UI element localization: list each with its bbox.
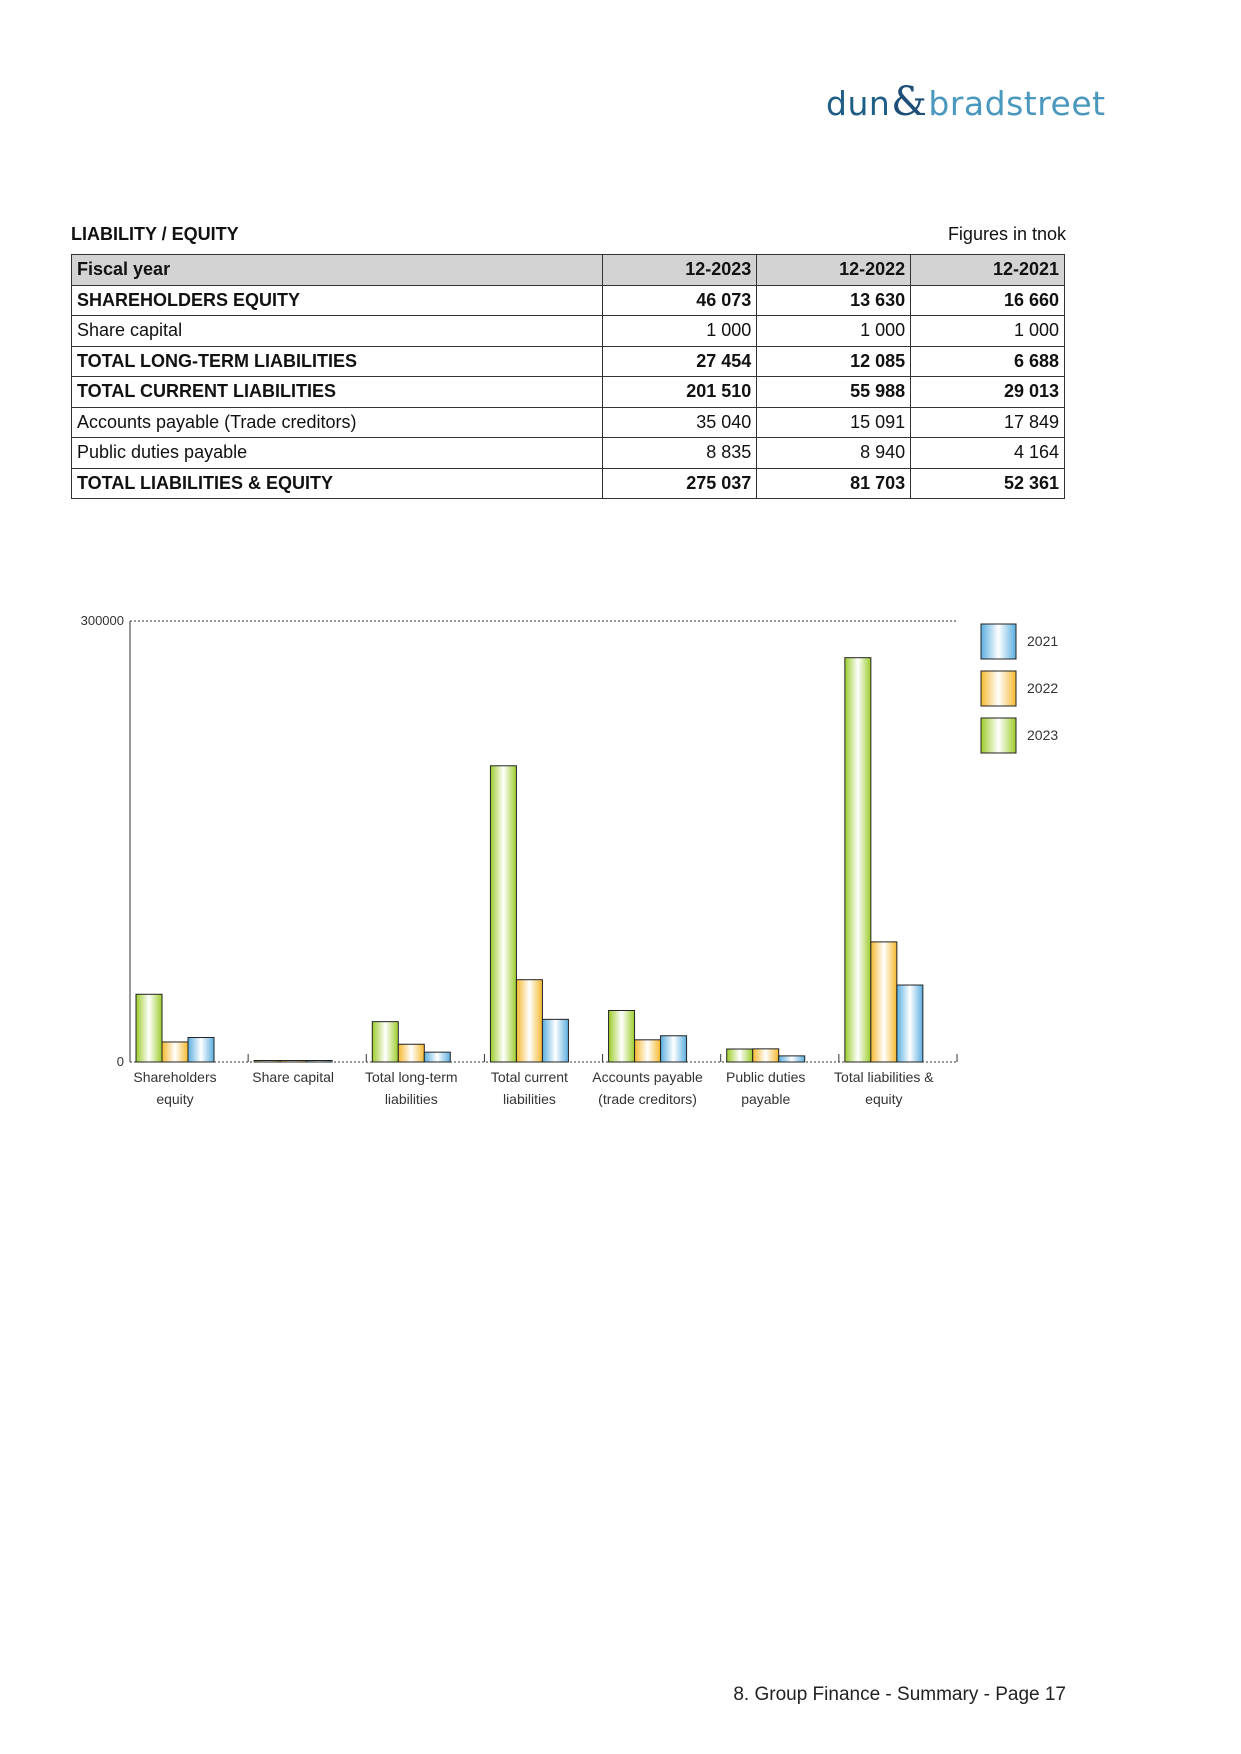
bar-2022 bbox=[162, 1042, 188, 1062]
row-value: 1 000 bbox=[757, 316, 911, 347]
row-label: Share capital bbox=[72, 316, 603, 347]
row-value: 1 000 bbox=[603, 316, 757, 347]
bar-2023 bbox=[727, 1049, 753, 1062]
x-category-label: liabilities bbox=[384, 1091, 438, 1107]
row-value: 275 037 bbox=[603, 468, 757, 499]
row-value: 15 091 bbox=[757, 407, 911, 438]
table-row bbox=[72, 316, 1065, 347]
table-row bbox=[72, 285, 1065, 316]
row-label: Accounts payable (Trade creditors) bbox=[72, 407, 603, 438]
x-category-label: Share capital bbox=[252, 1069, 335, 1085]
bar-2021 bbox=[897, 985, 923, 1062]
bar-2022 bbox=[753, 1049, 779, 1062]
legend-swatch-2023 bbox=[981, 718, 1016, 753]
legend-label: 2022 bbox=[1027, 680, 1059, 696]
y-tick-label: 0 bbox=[116, 1054, 124, 1069]
header-cell: 12-2021 bbox=[911, 255, 1065, 286]
row-value: 6 688 bbox=[911, 346, 1065, 377]
table-row bbox=[72, 377, 1065, 408]
row-value: 8 835 bbox=[603, 438, 757, 469]
header-cell: Fiscal year bbox=[72, 255, 603, 286]
logo-ampersand: & bbox=[891, 79, 928, 125]
bar-2023 bbox=[609, 1010, 635, 1062]
row-value: 16 660 bbox=[911, 285, 1065, 316]
x-category-label: Accounts payable bbox=[592, 1069, 703, 1085]
figures-unit-note: Figures in tnok bbox=[947, 224, 1066, 244]
bar-2023 bbox=[845, 658, 871, 1062]
row-label: SHAREHOLDERS EQUITY bbox=[72, 285, 603, 316]
row-label: TOTAL LIABILITIES & EQUITY bbox=[72, 468, 603, 499]
row-value: 12 085 bbox=[757, 346, 911, 377]
row-label: TOTAL LONG-TERM LIABILITIES bbox=[72, 346, 603, 377]
logo-text-bradstreet: bradstreet bbox=[928, 84, 1106, 123]
table-row bbox=[72, 438, 1065, 469]
bar-2021 bbox=[306, 1061, 332, 1063]
x-category-label: liabilities bbox=[502, 1091, 556, 1107]
bar-2021 bbox=[424, 1052, 450, 1062]
row-value: 13 630 bbox=[757, 285, 911, 316]
bar-2022 bbox=[280, 1061, 306, 1063]
row-value: 81 703 bbox=[757, 468, 911, 499]
row-value: 46 073 bbox=[603, 285, 757, 316]
header-cell: 12-2023 bbox=[603, 255, 757, 286]
table-row bbox=[72, 407, 1065, 438]
logo-text-dun: dun bbox=[826, 84, 891, 123]
bar-2022 bbox=[635, 1040, 661, 1062]
bar-2023 bbox=[254, 1061, 280, 1063]
bar-2021 bbox=[779, 1056, 805, 1062]
row-value: 35 040 bbox=[603, 407, 757, 438]
x-category-label: payable bbox=[741, 1091, 791, 1107]
row-value: 4 164 bbox=[911, 438, 1065, 469]
bar-2022 bbox=[398, 1044, 424, 1062]
liability-equity-bar-chart bbox=[0, 600, 1241, 1140]
y-tick-label: 300000 bbox=[80, 613, 124, 628]
bar-2022 bbox=[871, 942, 897, 1062]
dun-bradstreet-logo bbox=[826, 78, 1106, 126]
page-footer: 8. Group Finance - Summary - Page 17 bbox=[733, 1684, 1066, 1705]
table-header-row bbox=[72, 255, 1065, 286]
x-category-label: equity bbox=[865, 1091, 903, 1107]
row-label: Public duties payable bbox=[72, 438, 603, 469]
legend-label: 2021 bbox=[1027, 633, 1059, 649]
legend-swatch-2022 bbox=[981, 671, 1016, 706]
header-cell: 12-2022 bbox=[757, 255, 911, 286]
x-category-label: Total long-term bbox=[364, 1069, 458, 1085]
row-value: 55 988 bbox=[757, 377, 911, 408]
bar-2023 bbox=[136, 994, 162, 1062]
bar-2021 bbox=[661, 1036, 687, 1062]
row-value: 17 849 bbox=[911, 407, 1065, 438]
x-category-label: equity bbox=[156, 1091, 194, 1107]
row-label: TOTAL CURRENT LIABILITIES bbox=[72, 377, 603, 408]
x-category-label: Public duties bbox=[726, 1069, 806, 1085]
row-value: 201 510 bbox=[603, 377, 757, 408]
row-value: 52 361 bbox=[911, 468, 1065, 499]
row-value: 1 000 bbox=[911, 316, 1065, 347]
bar-2023 bbox=[490, 766, 516, 1062]
row-value: 27 454 bbox=[603, 346, 757, 377]
table-row bbox=[72, 468, 1065, 499]
legend-label: 2023 bbox=[1027, 727, 1059, 743]
section-title: LIABILITY / EQUITY bbox=[71, 224, 239, 244]
x-category-label: Total current bbox=[490, 1069, 568, 1085]
chart-svg bbox=[0, 600, 1241, 1140]
liability-equity-table bbox=[71, 254, 1065, 499]
bar-2022 bbox=[516, 980, 542, 1062]
legend-swatch-2021 bbox=[981, 624, 1016, 659]
bar-2021 bbox=[188, 1038, 214, 1062]
x-category-label: (trade creditors) bbox=[598, 1091, 697, 1107]
bar-2021 bbox=[542, 1019, 568, 1062]
row-value: 29 013 bbox=[911, 377, 1065, 408]
table-row bbox=[72, 346, 1065, 377]
x-category-label: Total liabilities & bbox=[834, 1069, 934, 1085]
bar-2023 bbox=[372, 1022, 398, 1062]
x-category-label: Shareholders bbox=[133, 1069, 217, 1085]
row-value: 8 940 bbox=[757, 438, 911, 469]
